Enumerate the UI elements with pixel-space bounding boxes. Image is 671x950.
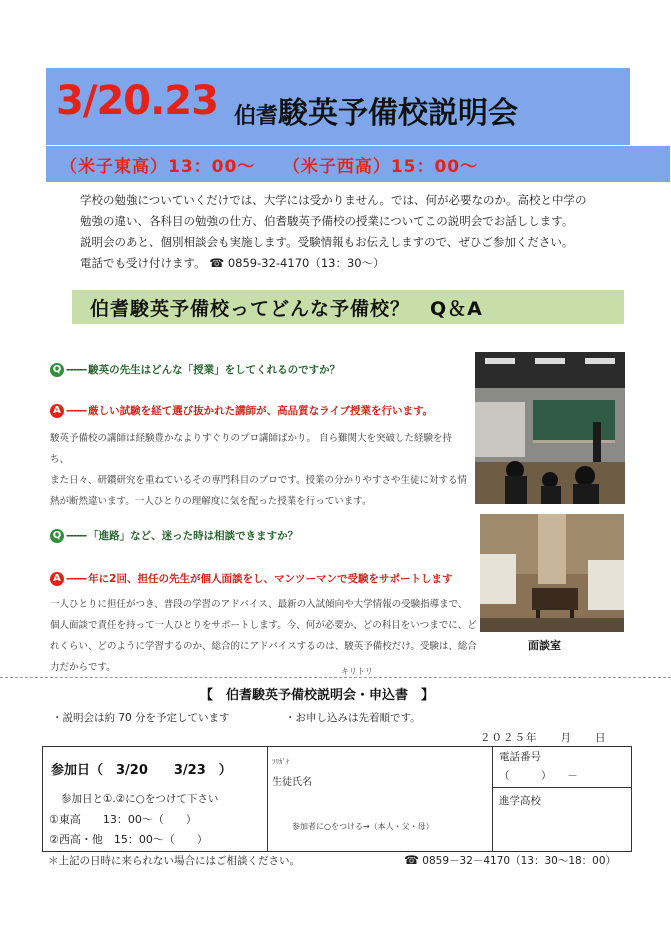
- intro-phone: 0859-32-4170（13：30～）: [227, 256, 385, 270]
- body-line: 個人面談で責任を持って一人ひとりをサポートします。今、何が必要か、どの科目をいつまでに、ど: [50, 620, 477, 631]
- question-2: [50, 528, 298, 543]
- cut-line: [0, 677, 671, 678]
- footer-note: ＊上記の日時に来られない場合にはご相談ください。: [48, 855, 300, 867]
- event-title-main: 駿英予備校説明会: [278, 96, 519, 131]
- option-west[interactable]: ②西高・他 15：00～（ ）: [49, 833, 208, 846]
- answer-2: [50, 571, 452, 586]
- footer-phone: [404, 853, 616, 868]
- application-note: ・説明会は約 70 分を予定しています: [52, 712, 230, 724]
- times-band: [46, 146, 670, 182]
- question-text: 「進路」など、迷った時は相談できますか？: [88, 530, 299, 542]
- answer-1: [50, 403, 433, 418]
- phone-label: 電話番号: [499, 751, 541, 763]
- student-column: [268, 747, 493, 851]
- qa-banner: [72, 290, 624, 324]
- instruction-text: 参加日と①.②に○をつけて下さい: [61, 793, 219, 805]
- school-field[interactable]: 進学高校: [499, 795, 541, 807]
- answer-text: 年に2回、担任の先生が個人面談をし、マンツーマンで受験をサポートします: [88, 573, 453, 585]
- application-title: 【 伯耆駿英予備校説明会・申込書 】: [200, 688, 435, 703]
- interview-room-photo: [480, 514, 624, 632]
- body-line: 熱が断然違います。一人ひとりの理解度に気を配った授業を行っています。: [50, 496, 372, 507]
- participation-column: [43, 747, 268, 851]
- row-divider: [493, 787, 631, 788]
- title-banner: [46, 68, 630, 145]
- application-form: [42, 746, 632, 852]
- option-east[interactable]: ①東高 13：00～（ ）: [49, 813, 197, 826]
- intro-text: [80, 190, 640, 274]
- body-line: 一人ひとりに担任がつき、普段の学習のアドバイス、最新の入試傾向や大学情報の受験指導まで、: [50, 599, 468, 610]
- question-1: [50, 362, 340, 377]
- a-icon: A: [50, 572, 64, 586]
- intro-phone-text: 電話でも受け付けます。: [80, 256, 206, 270]
- intro-line: [80, 253, 640, 274]
- classroom-photo: [475, 352, 625, 504]
- a-icon: A: [50, 404, 64, 418]
- dash: ------: [66, 529, 87, 542]
- furigana-label: ﾌﾘｶﾞﾅ: [272, 758, 290, 766]
- phone-icon: ☎: [404, 853, 419, 867]
- date-line: ２０２５年 月 日: [480, 732, 607, 744]
- participation-dates[interactable]: 参加日（ 3/20 3/23 ）: [51, 763, 232, 778]
- attendee-selector[interactable]: 参加者に○をつける→（本人・父・母）: [292, 822, 434, 831]
- contact-column: [493, 747, 631, 851]
- student-name-field[interactable]: 生徒氏名: [272, 777, 312, 788]
- dash: ------: [66, 404, 87, 417]
- footer-phone-number: 0859－32－4170（13：30～18：00）: [422, 855, 617, 867]
- intro-line: 説明会のあと、個別相談会も実施します。受験情報もお伝えしますので、ぜひご参加ください。: [80, 235, 574, 249]
- phone-icon: ☎: [209, 256, 225, 270]
- body-line: 駿英予備校の講師は経験豊かなよりすぐりのプロ講師ばかり。 自ら難関大を突破した経験を持ち、: [50, 433, 453, 465]
- dash: ------: [66, 363, 87, 376]
- event-title: [234, 88, 518, 132]
- photo-caption: 面談室: [528, 639, 561, 652]
- intro-line: 勉強の違い、各科目の勉強の仕方、伯耆駿英予備校の授業についてこの説明会でお話しします。: [80, 214, 574, 228]
- dash: ------: [66, 572, 87, 585]
- body-line: また日々、研鑽研究を重ねているその専門科目のプロです。授業の分かりやすさや生徒に対する情: [50, 475, 468, 486]
- q-icon: Q: [50, 529, 64, 543]
- phone-field[interactable]: （ ） －: [499, 770, 578, 782]
- answer-2-body: [50, 594, 480, 678]
- cut-label: キリトリ: [341, 667, 373, 676]
- event-times: （米子東高）13：00～ （米子西高）15：00～: [60, 157, 479, 177]
- body-line: れくらい、どのように学習するのか、総合的にアドバイスするのは、駿英予備校だけ。受験は、総合: [50, 641, 477, 652]
- q-icon: Q: [50, 363, 64, 377]
- answer-1-body: [50, 428, 470, 512]
- qa-title: 伯耆駿英予備校ってどんな予備校？ Q＆A: [90, 298, 483, 320]
- event-title-prefix: 伯耆: [234, 104, 279, 129]
- application-note: ・お申し込みは先着順です。: [285, 712, 421, 724]
- question-text: 駿英の先生はどんな「授業」をしてくれるのですか？: [88, 364, 341, 376]
- event-dates: 3/20.23: [56, 78, 218, 124]
- intro-line: 学校の勉強についていくだけでは、大学には受かりません。では、何が必要なのか。高校と中学の: [80, 193, 587, 207]
- body-line: 力だからです。: [50, 662, 116, 673]
- answer-text: 厳しい試験を経て選び抜かれた講師が、高品質なライブ授業を行います。: [88, 405, 434, 417]
